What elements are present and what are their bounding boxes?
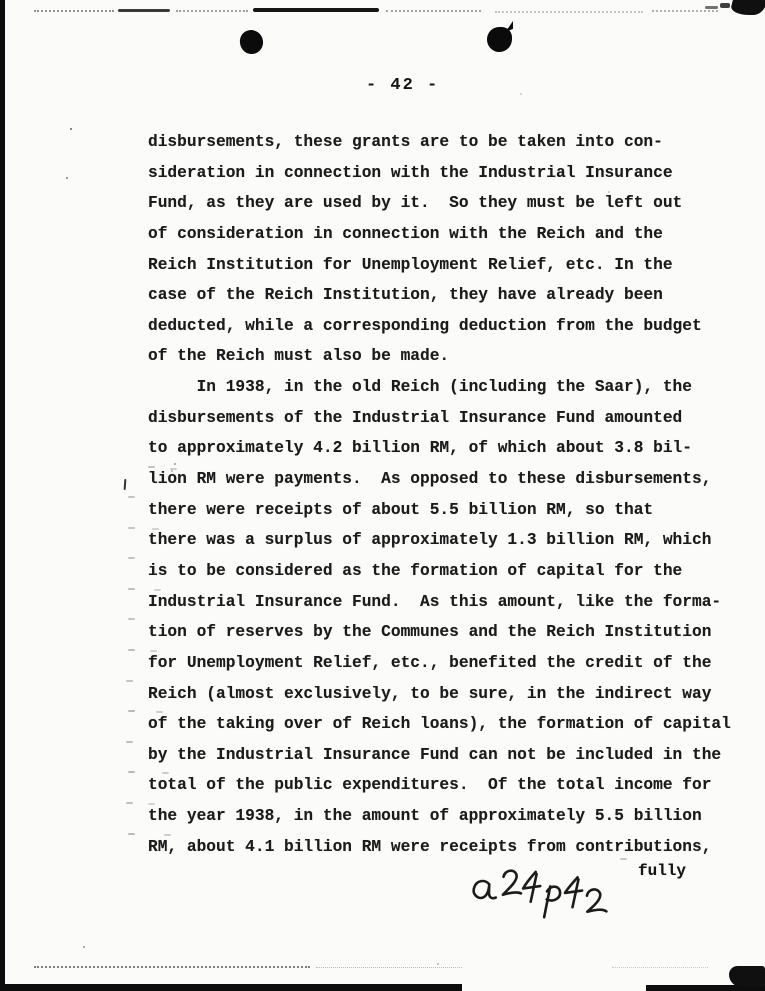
text-line: lion RM were payments. As opposed to these disbursements, bbox=[148, 470, 712, 489]
text-line: In 1938, in the old Reich (including the Saar), the bbox=[148, 378, 692, 397]
text-line: tion of reserves by the Communes and the Reich Institution bbox=[148, 623, 712, 642]
text-line: sideration in connection with the Industrial Insurance bbox=[148, 163, 673, 182]
text-line: RM, about 4.1 billion RM were receipts from contributions, bbox=[148, 837, 712, 856]
text-line: for Unemployment Relief, etc., benefited the credit of the bbox=[148, 653, 712, 672]
text-line: disbursements of the Industrial Insurance Fund amounted bbox=[148, 408, 683, 427]
body-text bbox=[148, 127, 731, 862]
hole-punch-mark-right bbox=[487, 27, 512, 52]
scan-top-dash bbox=[386, 10, 481, 12]
scan-top-dash bbox=[652, 10, 718, 12]
scan-noise-smudges bbox=[0, 0, 7, 2]
scan-corner-blob-bottom-right bbox=[729, 966, 765, 987]
scan-speck bbox=[705, 6, 718, 9]
text-line: of the taking over of Reich loans), the formation of capital bbox=[148, 715, 731, 734]
text-line: there were receipts of about 5.5 billion RM, so that bbox=[148, 500, 654, 519]
scan-bottom-edge bbox=[0, 984, 462, 991]
scan-left-edge bbox=[0, 0, 5, 991]
text-line: deducted, while a corresponding deduction from the budget bbox=[148, 316, 702, 335]
text-line: disbursements, these grants are to be taken into con- bbox=[148, 133, 663, 151]
scan-top-dash bbox=[253, 8, 379, 12]
text-line: to approximately 4.2 billion RM, of which about 3.8 bil- bbox=[148, 439, 692, 458]
text-line: Reich (almost exclusively, to be sure, in the indirect way bbox=[148, 684, 712, 703]
scan-top-dash bbox=[495, 11, 643, 13]
handwritten-annotation bbox=[454, 857, 621, 928]
text-line: by the Industrial Insurance Fund can not be included in the bbox=[148, 745, 722, 764]
scan-speck bbox=[720, 3, 730, 8]
scan-margin-tick bbox=[124, 479, 127, 490]
text-line: Reich Institution for Unemployment Relief, etc. In the bbox=[148, 255, 673, 274]
text-line: of consideration in connection with the Reich and the bbox=[148, 224, 663, 243]
page-number: - 42 - bbox=[366, 76, 440, 95]
text-line: there was a surplus of approximately 1.3 billion RM, which bbox=[148, 531, 712, 550]
scan-bottom-dotted-line bbox=[34, 966, 310, 968]
text-line: the year 1938, in the amount of approximately 5.5 billion bbox=[148, 807, 702, 826]
text-line: is to be considered as the formation of capital for the bbox=[148, 561, 683, 580]
text-line: of the Reich must also be made. bbox=[148, 347, 450, 366]
hole-punch-mark-left bbox=[238, 29, 264, 56]
scan-bottom-dotted-line bbox=[316, 967, 462, 968]
scan-corner-blob-top-right bbox=[729, 0, 765, 15]
scan-top-dash bbox=[176, 10, 248, 12]
text-line: total of the public expenditures. Of the total income for bbox=[148, 776, 712, 795]
scan-top-dash bbox=[118, 9, 170, 12]
catchword: fully bbox=[638, 862, 687, 880]
scan-top-dash bbox=[34, 10, 114, 12]
handwriting-strokes bbox=[454, 857, 621, 928]
text-line: Industrial Insurance Fund. As this amount, like the forma- bbox=[148, 592, 722, 611]
text-line: Fund, as they are used by it. So they must be left out bbox=[148, 194, 683, 213]
scan-bottom-dotted-line bbox=[612, 967, 708, 968]
text-line: case of the Reich Institution, they have already been bbox=[148, 286, 663, 305]
